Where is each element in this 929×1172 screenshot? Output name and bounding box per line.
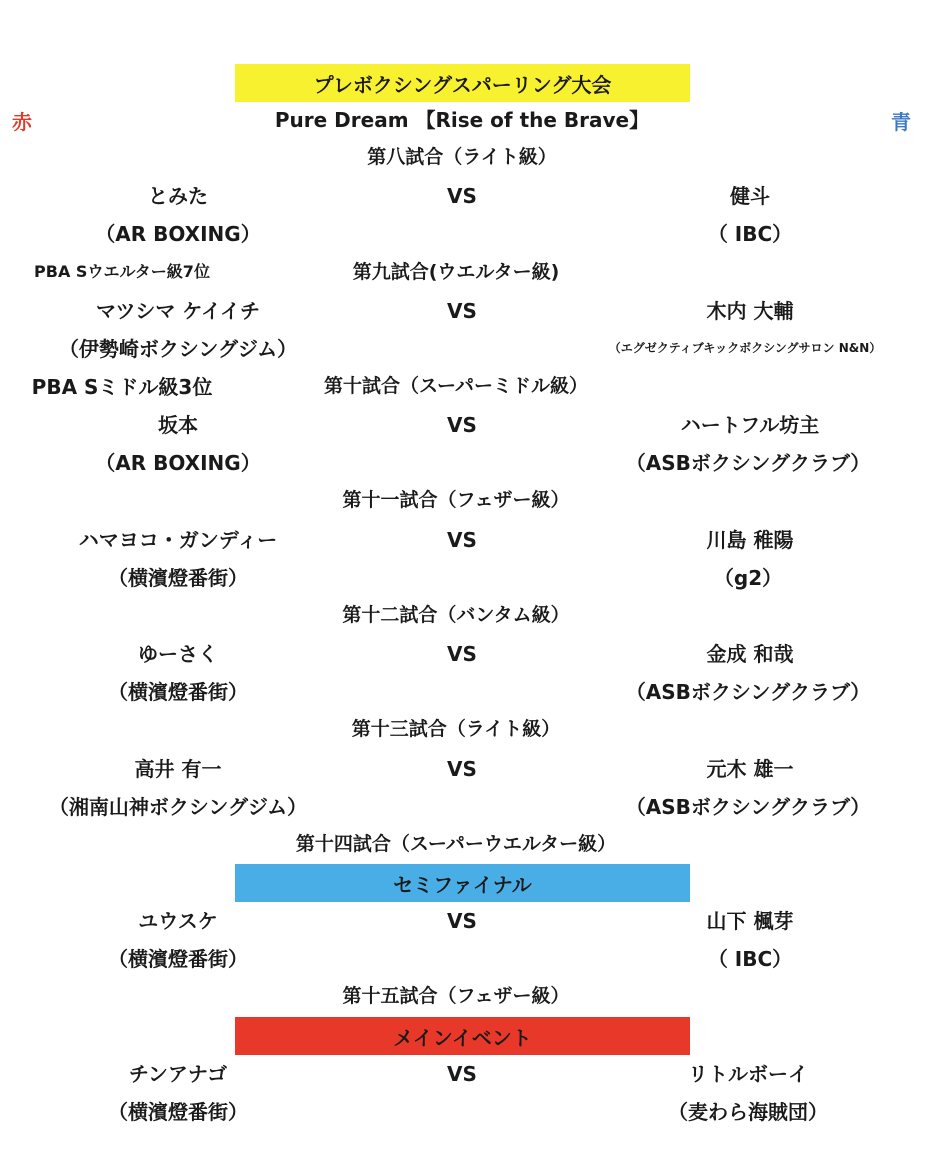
red-fighter-name-12: ゆーさく	[138, 642, 218, 666]
blue-fighter-name-12: 金成 和哉	[706, 642, 794, 666]
event-subtitle: Pure Dream 【Rise of the Brave】	[274, 108, 650, 132]
blue-fighter-gym-10: （ASBボクシングクラブ）	[625, 451, 871, 475]
main-event-banner	[235, 1017, 690, 1055]
blue-fighter-gym-12: （ASBボクシングクラブ）	[625, 680, 871, 704]
red-fighter-name-13: 高井 有一	[134, 757, 222, 781]
blue-fighter-name-11: 川島 稚陽	[706, 528, 794, 552]
red-fighter-name-14: ユウスケ	[138, 909, 218, 933]
semi-final-banner	[235, 864, 690, 902]
red-fighter-gym-15: （横濱燈番街）	[108, 1100, 248, 1124]
blue-fighter-name-9: 木内 大輔	[706, 299, 794, 323]
blue-fighter-gym-11: （g2）	[713, 566, 783, 590]
bout-title-9: 第九試合(ウエルター級)	[352, 261, 560, 283]
red-fighter-name-8: とみた	[148, 184, 208, 208]
red-fighter-gym-12: （横濱燈番街）	[108, 680, 248, 704]
bout-title-13: 第十三試合（ライト級）	[351, 718, 561, 740]
red-corner-label: 赤	[12, 110, 32, 134]
bout-title-14: 第十四試合（スーパーウエルター級）	[295, 833, 617, 855]
event-title-banner	[235, 64, 690, 102]
red-fighter-gym-14: （横濱燈番街）	[108, 947, 248, 971]
vs-label-11: VS	[447, 528, 477, 552]
vs-label-8: VS	[447, 184, 477, 208]
bout-title-11: 第十一試合（フェザー級）	[342, 489, 570, 511]
blue-fighter-name-14: 山下 楓芽	[706, 909, 794, 933]
vs-label-14: VS	[447, 909, 477, 933]
main-event-label: メインイベント	[393, 1025, 532, 1050]
blue-fighter-name-8: 健斗	[730, 184, 770, 208]
vs-label-12: VS	[447, 642, 477, 666]
red-fighter-gym-9: （伊勢崎ボクシングジム）	[58, 337, 298, 361]
blue-fighter-gym-9: （エグゼクティブキックボクシングサロン N&N）	[608, 341, 882, 355]
bout-title-8: 第八試合（ライト級）	[367, 146, 557, 168]
red-fighter-rank-9: PBA Sウエルター級7位	[34, 262, 210, 281]
red-fighter-name-9: マツシマ ケイイチ	[96, 299, 260, 323]
red-fighter-gym-11: （横濱燈番街）	[108, 566, 248, 590]
red-fighter-gym-10: （AR BOXING）	[95, 451, 261, 475]
blue-fighter-name-13: 元木 雄一	[706, 757, 794, 781]
blue-fighter-gym-15: （麦わら海賊団）	[668, 1100, 828, 1124]
blue-fighter-name-15: リトルボーイ	[688, 1062, 808, 1086]
vs-label-10: VS	[447, 413, 477, 437]
red-fighter-gym-8: （AR BOXING）	[95, 222, 261, 246]
vs-label-9: VS	[447, 299, 477, 323]
blue-fighter-gym-14: （ IBC）	[707, 947, 793, 971]
vs-label-13: VS	[447, 757, 477, 781]
vs-label-15: VS	[447, 1062, 477, 1086]
blue-fighter-gym-8: （ IBC）	[707, 222, 793, 246]
red-fighter-rank-10: PBA Sミドル級3位	[31, 375, 213, 399]
red-fighter-name-11: ハマヨコ・ガンディー	[78, 528, 278, 552]
event-title: プレボクシングスパーリング大会	[313, 72, 612, 97]
semi-final-label: セミファイナル	[393, 872, 532, 897]
bout-title-15: 第十五試合（フェザー級）	[342, 985, 570, 1007]
blue-fighter-gym-13: （ASBボクシングクラブ）	[625, 795, 871, 819]
blue-fighter-name-10: ハートフル坊主	[680, 413, 820, 437]
bout-title-12: 第十二試合（バンタム級）	[342, 604, 570, 626]
bout-title-10: 第十試合（スーパーミドル級）	[323, 375, 589, 397]
red-fighter-name-10: 坂本	[158, 413, 198, 437]
blue-corner-label: 青	[891, 110, 911, 134]
red-fighter-gym-13: （湘南山神ボクシングジム）	[48, 795, 308, 819]
red-fighter-name-15: チンアナゴ	[128, 1062, 228, 1086]
